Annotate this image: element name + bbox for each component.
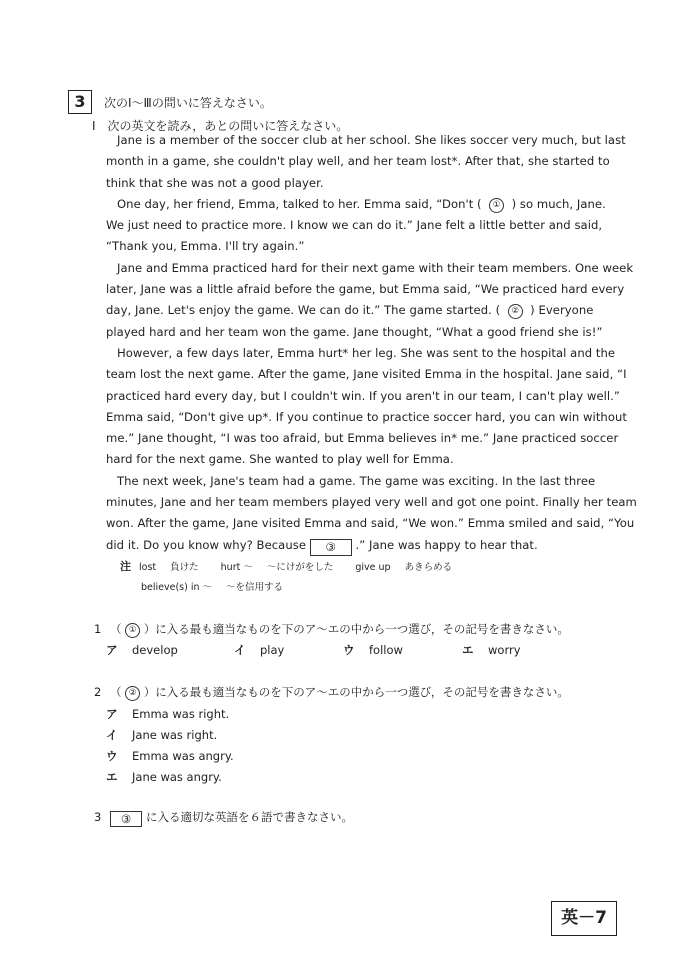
question-1-number: 1 [94, 622, 102, 636]
question-1-text: ）に入る最も適当なものを下のア～エの中から一つ選び，その記号を書きなさい。 [143, 622, 569, 636]
notes-line-1 [120, 557, 452, 578]
paren-open: （ [110, 685, 122, 699]
story-passage [106, 130, 637, 556]
note-meaning: あきらめる [404, 562, 453, 573]
option-text: Jane was right. [132, 728, 218, 742]
story-line: won. After the game, Jane visited Emma and said, “We won.” Emma smiled and said, “You [106, 516, 635, 531]
story-text: One day, her friend, Emma, talked to her. Emma said, “Don't ( [117, 196, 482, 211]
blank-3-box: ③ [310, 539, 352, 556]
note-term: give up [355, 562, 391, 573]
option-text: Emma was angry. [132, 749, 234, 763]
vocabulary-notes [120, 557, 452, 598]
q2-option-i [106, 727, 217, 743]
question-2-text: ）に入る最も適当なものを下のア～エの中から一つ選び，その記号を書きなさい。 [143, 685, 569, 699]
question-3-number: 3 [94, 810, 102, 824]
story-line [106, 300, 618, 321]
story-line: me.” Jane thought, “I was too afraid, but Emma believes in* me.” Jane practiced soccer [106, 431, 619, 446]
q2-option-u [106, 748, 234, 764]
blank-1-ref: ① [125, 623, 140, 638]
story-line: Jane and Emma practiced hard for their next game with their team members. One week [117, 260, 634, 275]
q2-option-e [106, 769, 222, 785]
story-line: The next week, Jane's team had a game. The game was exciting. In the last three [117, 473, 596, 488]
q1-option-e [462, 642, 521, 658]
page-number-label: 英－7 [551, 901, 617, 936]
story-text: did it. Do you know why? Because [106, 537, 306, 552]
option-label: ア [106, 707, 118, 721]
question-instruction: 次のⅠ～Ⅲの問いに答えなさい。 [104, 96, 272, 110]
option-label: エ [462, 643, 474, 657]
notes-line-2 [120, 578, 452, 598]
blank-2-marker: ② [508, 304, 523, 319]
option-text: Emma was right. [132, 707, 230, 721]
question-number-box: 3 [68, 90, 92, 114]
story-text: ) so much, Jane. [511, 196, 606, 211]
option-label: ウ [343, 643, 355, 657]
option-text: develop [132, 643, 178, 657]
option-label: イ [106, 728, 118, 742]
note-meaning: 負けた [170, 562, 199, 573]
story-line: We just need to practice more. I know we can do it.” Jane felt a little better and said, [106, 218, 603, 233]
q2-option-a [106, 706, 229, 722]
note-meaning: ～を信用する [226, 582, 284, 593]
story-line: Jane is a member of the soccer club at her school. She likes soccer very much, but last [117, 133, 626, 147]
story-line: However, a few days later, Emma hurt* her leg. She was sent to the hospital and the [117, 345, 616, 360]
story-line: hard for the next game. She wanted to play well for Emma. [106, 452, 454, 467]
story-line: month in a game, she couldn't play well, and her team lost*. After that, she started to [106, 154, 610, 169]
q1-option-i [234, 642, 284, 658]
story-line [106, 194, 618, 215]
note-term: lost [139, 562, 157, 573]
story-line: practiced hard every day, but I couldn't win. If you aren't in our team, I can't play well.” [106, 388, 620, 403]
note-meaning: ～にけがをした [266, 562, 334, 573]
option-label: ウ [106, 749, 118, 763]
story-line: Emma said, “Don't give up*. If you continue to practice soccer hard, you can win without [106, 409, 627, 424]
story-line [106, 535, 618, 556]
story-line: minutes, Jane and her team members played very well and got one point. Finally her team [106, 495, 637, 510]
paren-open: （ [110, 622, 122, 636]
option-label: ア [106, 643, 118, 657]
notes-mark: 注 [120, 560, 131, 573]
blank-1-marker: ① [489, 198, 504, 213]
blank-3-ref-box: ③ [110, 811, 142, 827]
note-term: believe(s) in ～ [141, 582, 213, 593]
question-1 [94, 621, 569, 638]
question-3-text: に入る適切な英語を６語で書きなさい。 [146, 810, 353, 824]
question-2-number: 2 [94, 685, 102, 699]
option-label: イ [234, 643, 246, 657]
option-text: worry [488, 643, 521, 657]
story-line: think that she was not a good player. [106, 175, 324, 190]
story-line: “Thank you, Emma. I'll try again.” [106, 239, 305, 254]
question-2 [94, 684, 569, 701]
option-text: Jane was angry. [132, 770, 222, 784]
option-text: play [260, 643, 285, 657]
q1-option-a [106, 642, 178, 658]
story-line: team lost the next game. After the game, Jane visited Emma in the hospital. Jane said, “I [106, 367, 627, 382]
section-one-instruction: Ⅰ 次の英文を読み，あとの問いに答えなさい。 [92, 119, 349, 133]
story-text: day, Jane. Let's enjoy the game. We can do it.” The game started. ( [106, 303, 501, 318]
question-3 [94, 809, 353, 827]
option-text: follow [369, 643, 403, 657]
story-line: played hard and her team won the game. Jane thought, “What a good friend she is!” [106, 324, 603, 339]
q1-option-u [343, 642, 403, 658]
option-label: エ [106, 770, 118, 784]
story-line: later, Jane was a little afraid before the game, but Emma said, “We practiced hard every [106, 282, 625, 297]
story-text: .” Jane was happy to hear that. [355, 537, 538, 552]
note-term: hurt ～ [220, 562, 253, 573]
story-text: ) Everyone [530, 303, 594, 318]
blank-2-ref: ② [125, 686, 140, 701]
